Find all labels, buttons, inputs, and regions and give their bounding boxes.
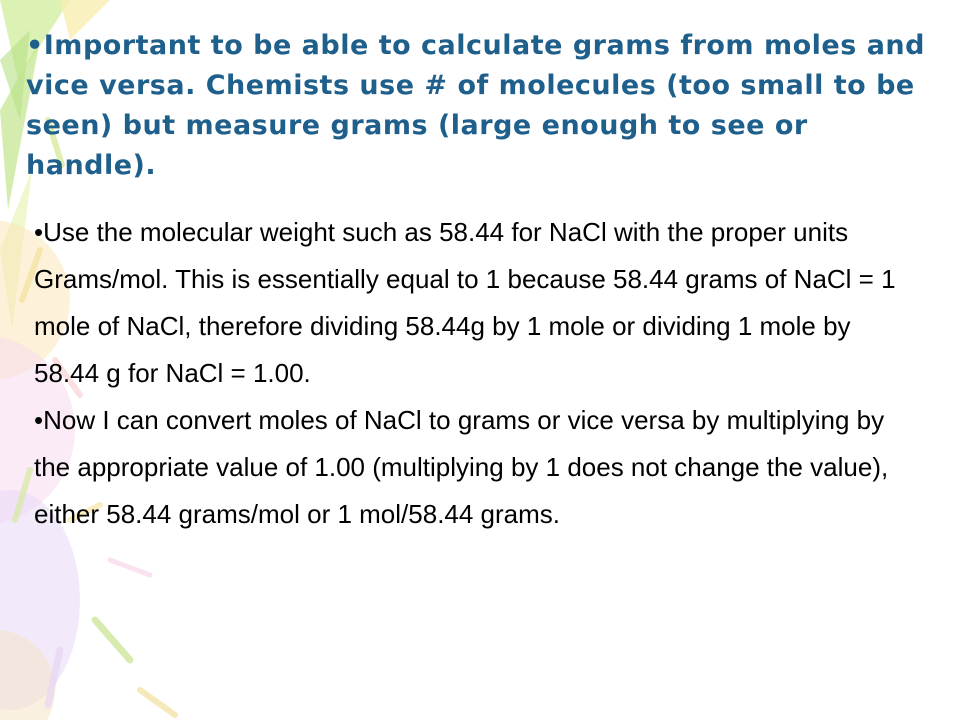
body-paragraph-1 [34,209,914,397]
slide-body [34,209,914,538]
body-paragraph-2 [34,397,914,538]
paragraph-2-bullet: • [34,405,44,435]
paragraph-1-text: Use the molecular weight such as 58.44 for NaCl with the proper units Grams/mol. This is essentially equal to 1 because 58.44 grams of NaCl = 1 mole of NaCl, therefore dividing 58.44g by 1 mole or dividing 1 mole by 58.44 g for NaCl = 1.00. [34,217,896,388]
paragraph-2-text: Now I can convert moles of NaCl to grams or vice versa by multiplying by the appropriate value of 1.00 (multiplying by 1 does not change the value), either 58.44 grams/mol or 1 mol/58.44 grams. [34,405,889,529]
paragraph-1-bullet: • [34,217,44,247]
heading-bullet: • [26,30,44,61]
slide-heading [26,26,926,186]
heading-text: Important to be able to calculate grams from moles and vice versa. Chemists use # of molecules (too small to be seen) but measure grams (large enough to see or handle). [26,30,925,181]
